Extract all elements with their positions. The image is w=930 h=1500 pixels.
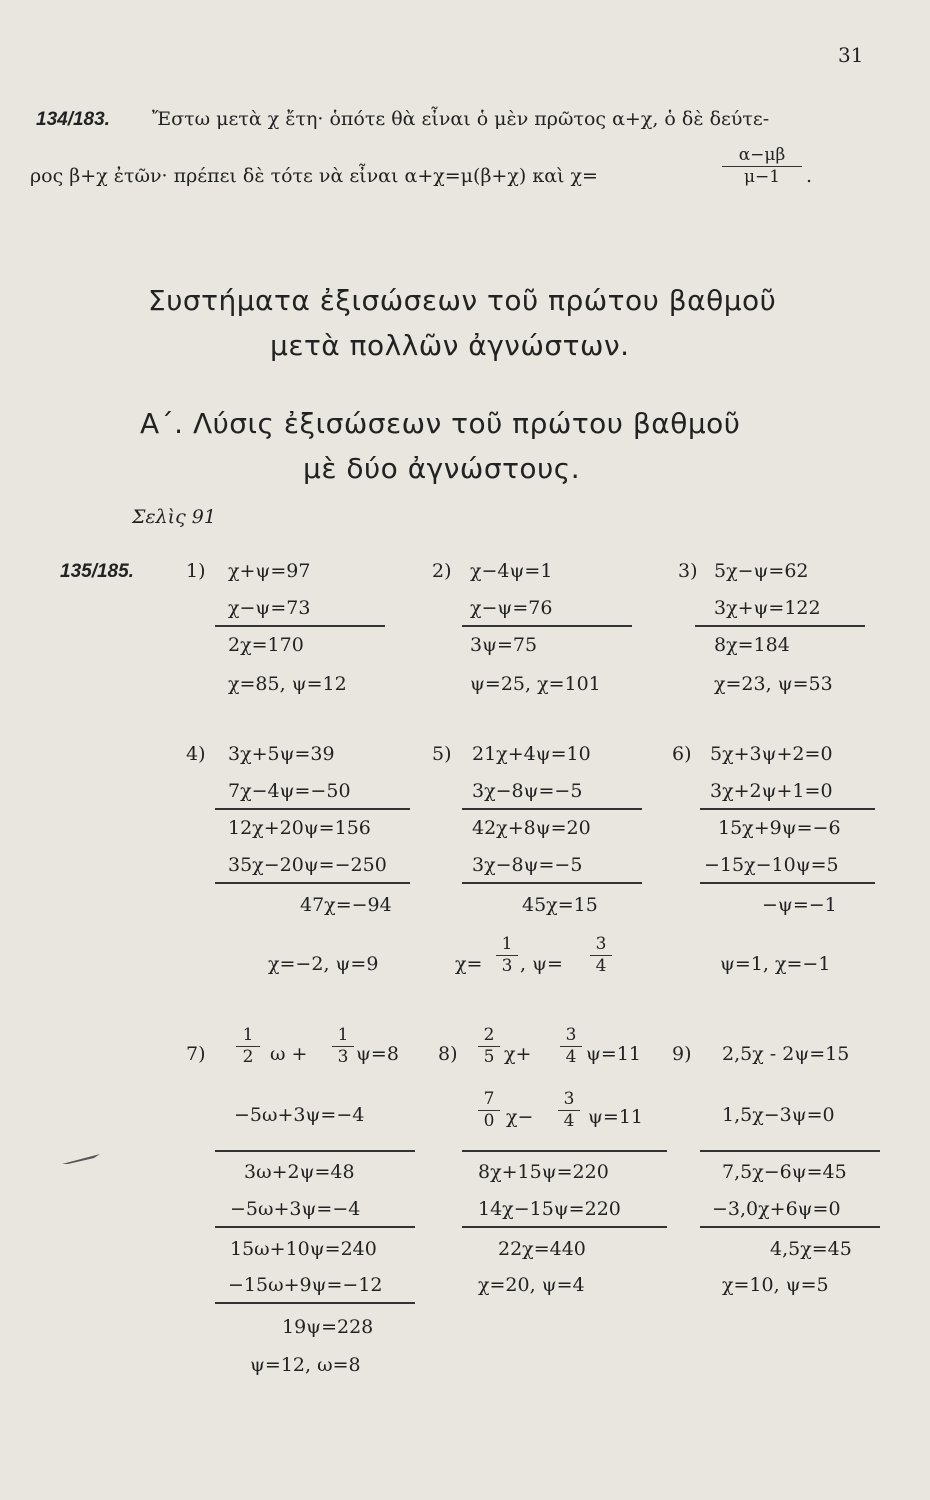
- system-9-rule-2: [700, 1226, 880, 1228]
- system-9-label: 9): [672, 1043, 692, 1065]
- system-7-label: 7): [186, 1043, 206, 1065]
- system-2-rule: [462, 625, 632, 627]
- problem-134-period: .: [806, 165, 813, 187]
- system-3-rule: [695, 625, 865, 627]
- fraction-denominator: 2: [242, 1047, 254, 1068]
- section-heading-line1: Συστήματα ἐξισώσεων τοῦ πρώτου βαθμοῦ: [148, 284, 777, 317]
- system-8-sum: 22χ=440: [498, 1238, 586, 1260]
- system-7-fraction-1: [236, 1026, 260, 1067]
- system-8-eq1-end: ψ=11: [586, 1043, 641, 1065]
- system-4-eq3: 12χ+20ψ=156: [228, 817, 371, 839]
- system-4-result: χ=−2, ψ=9: [268, 953, 379, 975]
- system-8-rule-1: [462, 1150, 667, 1152]
- fraction-numerator: α−μβ: [738, 145, 786, 165]
- system-5-result-mid: , ψ=: [520, 953, 563, 975]
- system-5-result-x: χ=: [455, 953, 483, 975]
- system-9-rule-1: [700, 1150, 880, 1152]
- fraction-numerator: 1: [501, 934, 513, 954]
- system-3-eq2: 3χ+ψ=122: [714, 597, 821, 619]
- fraction-denominator: 5: [483, 1047, 495, 1068]
- system-4-eq4: 35χ−20ψ=−250: [228, 854, 387, 876]
- fraction-numerator: 3: [563, 1089, 575, 1109]
- problem-134-line1: Ἔστω μετὰ χ ἔτη· ὁπότε θὰ εἶναι ὁ μὲν πρῶτος α+χ, ὁ δὲ δεύτε-: [152, 108, 770, 130]
- system-9-sum: 4,5χ=45: [770, 1238, 852, 1260]
- system-3-sum: 8χ=184: [714, 634, 790, 656]
- system-5-rule-2: [462, 882, 642, 884]
- problem-134-number: 134/183.: [36, 109, 110, 130]
- fraction-denominator: 3: [337, 1047, 349, 1068]
- problem-134-fraction: [722, 146, 802, 187]
- system-7-eq3: 3ω+2ψ=48: [244, 1161, 355, 1183]
- system-5-eq4: 3χ−8ψ=−5: [472, 854, 583, 876]
- section-heading-line2: μετὰ πολλῶν ἀγνώστων.: [270, 329, 630, 362]
- system-5-fraction-x: [496, 935, 518, 976]
- system-9-eq2: 1,5χ−3ψ=0: [722, 1104, 835, 1126]
- system-8-rule-2: [462, 1226, 667, 1228]
- system-8-eq1-mid: χ+: [504, 1043, 532, 1065]
- system-1-eq2: χ−ψ=73: [228, 597, 311, 619]
- system-8-fraction-b: [560, 1026, 582, 1067]
- system-1-rule: [215, 625, 385, 627]
- system-7-eq2: −5ω+3ψ=−4: [234, 1104, 365, 1126]
- fraction-numerator: 3: [595, 934, 607, 954]
- system-8-fraction-a: [478, 1026, 500, 1067]
- subsection-heading-line2: μὲ δύο ἀγνώστους.: [303, 452, 581, 485]
- fraction-denominator: 4: [565, 1047, 577, 1068]
- system-6-sum: −ψ=−1: [762, 894, 837, 916]
- problem-135-number: 135/185.: [60, 561, 134, 582]
- system-7-eq1-end: ψ=8: [356, 1043, 399, 1065]
- page-number: 31: [838, 43, 864, 67]
- system-5-sum: 45χ=15: [522, 894, 598, 916]
- system-7-rule-1: [215, 1150, 415, 1152]
- system-1-label: 1): [186, 560, 206, 582]
- system-5-label: 5): [432, 743, 452, 765]
- system-2-eq1: χ−4ψ=1: [470, 560, 553, 582]
- system-3-eq1: 5χ−ψ=62: [714, 560, 809, 582]
- system-5-rule-1: [462, 808, 642, 810]
- system-4-eq2: 7χ−4ψ=−50: [228, 780, 351, 802]
- fraction-numerator: 1: [337, 1025, 349, 1045]
- system-6-eq1: 5χ+3ψ+2=0: [710, 743, 833, 765]
- system-3-result: χ=23, ψ=53: [714, 673, 833, 695]
- system-8-eq3: 8χ+15ψ=220: [478, 1161, 609, 1183]
- fraction-numerator: 1: [242, 1025, 254, 1045]
- system-7-result: ψ=12, ω=8: [250, 1354, 361, 1376]
- system-7-eq4: −5ω+3ψ=−4: [230, 1198, 361, 1220]
- subsection-heading-line1: Α΄. Λύσις ἐξισώσεων τοῦ πρώτου βαθμοῦ: [140, 407, 741, 440]
- system-2-eq2: χ−ψ=76: [470, 597, 553, 619]
- system-8-label: 8): [438, 1043, 458, 1065]
- system-3-label: 3): [678, 560, 698, 582]
- system-7-eq1-mid: ω +: [270, 1043, 308, 1065]
- system-6-eq4: −15χ−10ψ=5: [704, 854, 839, 876]
- system-6-rule-2: [700, 882, 875, 884]
- fraction-denominator: 4: [563, 1111, 575, 1132]
- system-7-eq6: −15ω+9ψ=−12: [228, 1274, 383, 1296]
- system-4-label: 4): [186, 743, 206, 765]
- system-7-rule-3: [215, 1302, 415, 1304]
- system-9-eq1: 2,5χ - 2ψ=15: [722, 1043, 850, 1065]
- fraction-denominator: 0: [483, 1111, 495, 1132]
- system-8-result: χ=20, ψ=4: [478, 1274, 585, 1296]
- page-reference: Σελὶς 91: [132, 506, 216, 528]
- system-9-eq4: −3,0χ+6ψ=0: [712, 1198, 841, 1220]
- fraction-numerator: 3: [565, 1025, 577, 1045]
- system-1-eq1: χ+ψ=97: [228, 560, 311, 582]
- system-2-label: 2): [432, 560, 452, 582]
- fraction-denominator: 4: [595, 956, 607, 977]
- system-4-sum: 47χ=−94: [300, 894, 392, 916]
- system-2-diff: 3ψ=75: [470, 634, 538, 656]
- system-6-eq3: 15χ+9ψ=−6: [718, 817, 841, 839]
- system-5-eq1: 21χ+4ψ=10: [472, 743, 591, 765]
- system-4-rule-2: [215, 882, 410, 884]
- system-9-eq3: 7,5χ−6ψ=45: [722, 1161, 847, 1183]
- system-6-label: 6): [672, 743, 692, 765]
- system-7-sum: 19ψ=228: [282, 1316, 374, 1338]
- fraction-numerator: 2: [483, 1025, 495, 1045]
- system-8-eq2-end: ψ=11: [588, 1106, 643, 1128]
- system-4-rule-1: [215, 808, 410, 810]
- system-6-eq2: 3χ+2ψ+1=0: [710, 780, 833, 802]
- problem-134-line2: ρος β+χ ἐτῶν· πρέπει δὲ τότε νὰ εἶναι α+χ=μ(β+χ) καὶ χ=: [30, 165, 598, 187]
- system-1-result: χ=85, ψ=12: [228, 673, 347, 695]
- system-1-sum: 2χ=170: [228, 634, 304, 656]
- system-8-eq2-mid: χ−: [506, 1106, 534, 1128]
- system-2-result: ψ=25, χ=101: [470, 673, 601, 695]
- system-5-eq3: 42χ+8ψ=20: [472, 817, 591, 839]
- system-5-eq2: 3χ−8ψ=−5: [472, 780, 583, 802]
- system-8-eq4: 14χ−15ψ=220: [478, 1198, 621, 1220]
- fraction-denominator: 3: [501, 956, 513, 977]
- system-9-result: χ=10, ψ=5: [722, 1274, 829, 1296]
- system-7-rule-2: [215, 1226, 415, 1228]
- system-6-result: ψ=1, χ=−1: [720, 953, 831, 975]
- system-8-fraction-c: [478, 1090, 500, 1131]
- system-7-eq5: 15ω+10ψ=240: [230, 1238, 377, 1260]
- system-4-eq1: 3χ+5ψ=39: [228, 743, 335, 765]
- fraction-numerator: 7: [483, 1089, 495, 1109]
- fraction-denominator: μ−1: [743, 167, 781, 188]
- system-7-fraction-2: [332, 1026, 354, 1067]
- ink-mark-icon: [60, 1152, 104, 1166]
- system-6-rule-1: [700, 808, 875, 810]
- system-8-fraction-d: [558, 1090, 580, 1131]
- system-5-fraction-y: [590, 935, 612, 976]
